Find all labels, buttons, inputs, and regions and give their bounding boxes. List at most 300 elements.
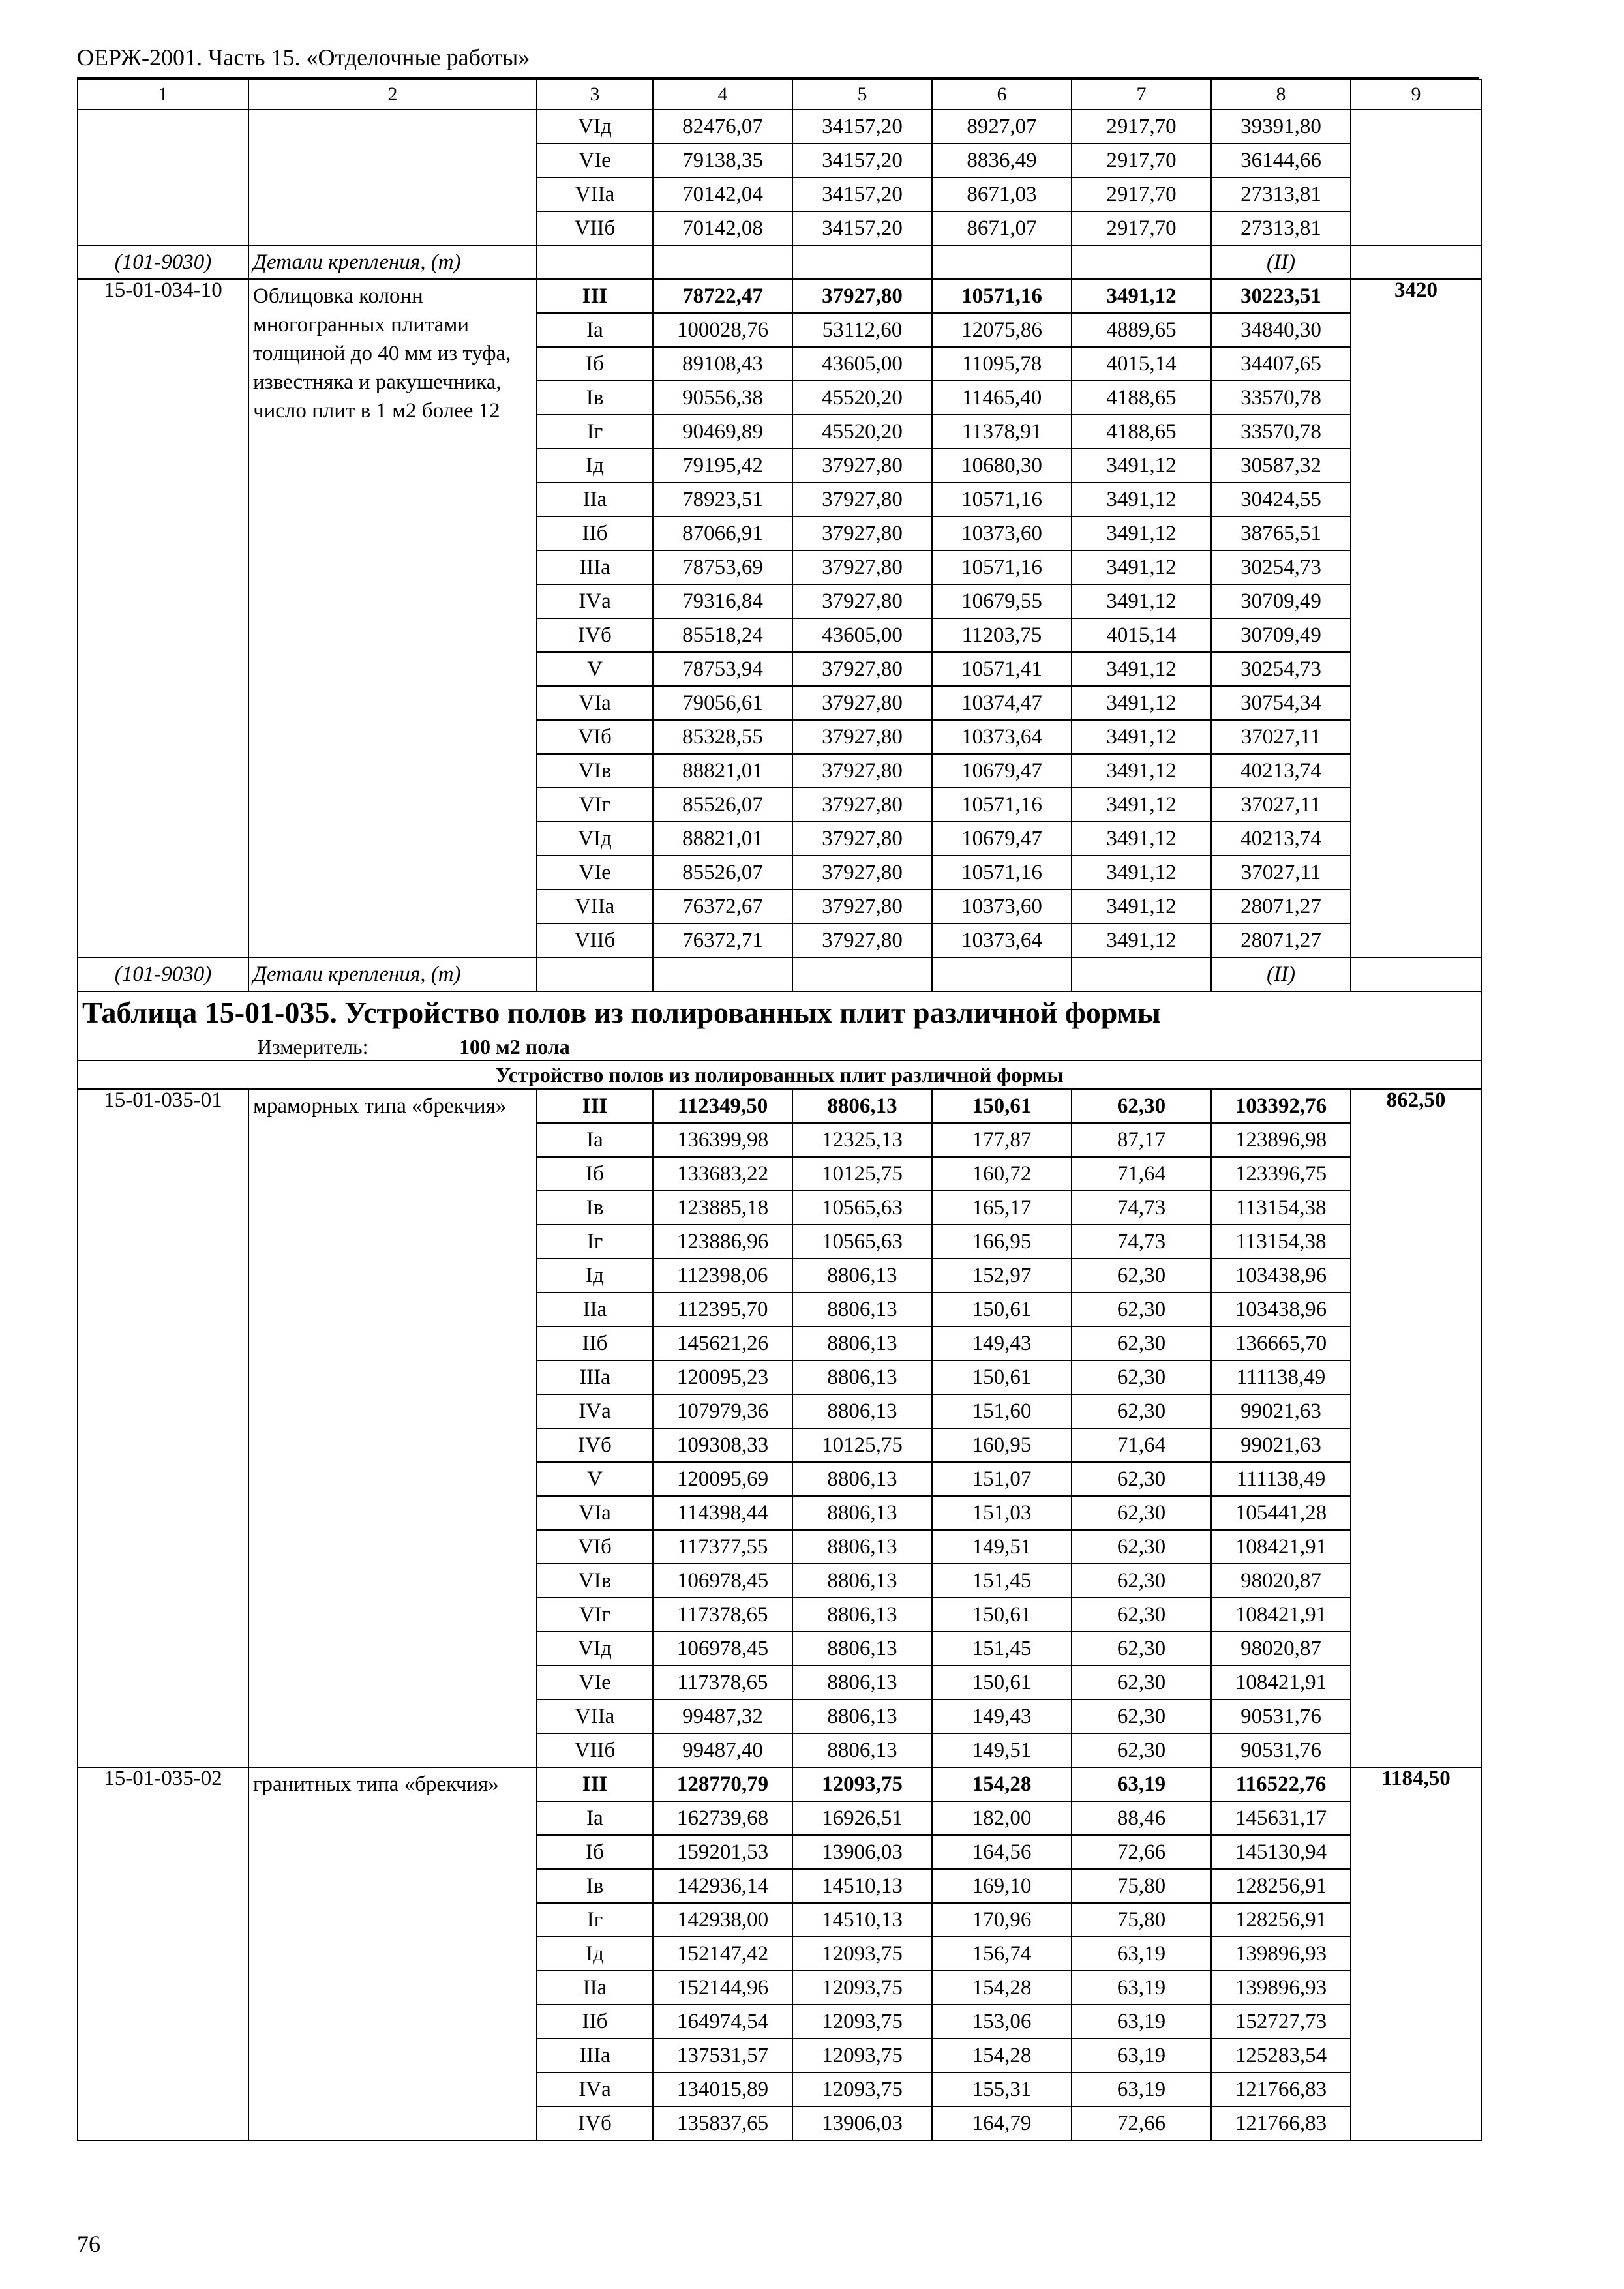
value-cell: 4889,65 bbox=[1072, 313, 1211, 347]
value-cell: 34840,30 bbox=[1211, 313, 1351, 347]
value-cell: 8806,13 bbox=[792, 1293, 932, 1326]
value-cell: 2917,70 bbox=[1072, 177, 1211, 211]
value-cell: 134015,89 bbox=[653, 2072, 792, 2106]
value-cell: 150,61 bbox=[932, 1293, 1072, 1326]
value-cell: 100028,76 bbox=[653, 313, 792, 347]
value-cell: 72,66 bbox=[1072, 1835, 1211, 1869]
value-cell: 4015,14 bbox=[1072, 347, 1211, 381]
value-cell: 112395,70 bbox=[653, 1293, 792, 1326]
value-cell: 37927,80 bbox=[792, 516, 932, 550]
details-code: (101-9030) bbox=[78, 957, 248, 991]
value-cell: 117378,65 bbox=[653, 1666, 792, 1699]
value-cell: 62,30 bbox=[1072, 1530, 1211, 1564]
region-code: VIб bbox=[537, 720, 653, 754]
work-description bbox=[248, 110, 537, 245]
value-cell: 10373,64 bbox=[932, 923, 1072, 957]
region-code: IIб bbox=[537, 2005, 653, 2039]
value-cell: 108421,91 bbox=[1211, 1530, 1351, 1564]
value-cell: 2917,70 bbox=[1072, 211, 1211, 245]
value-cell: 62,30 bbox=[1072, 1326, 1211, 1360]
value-cell: 150,61 bbox=[932, 1666, 1072, 1699]
value-cell: 149,51 bbox=[932, 1733, 1072, 1767]
value-cell: 30223,51 bbox=[1211, 279, 1351, 313]
value-cell: 108421,91 bbox=[1211, 1666, 1351, 1699]
column-number: 9 bbox=[1351, 80, 1481, 110]
value-cell: 120095,69 bbox=[653, 1462, 792, 1496]
value-cell: 34157,20 bbox=[792, 177, 932, 211]
value-cell: 8806,13 bbox=[792, 1598, 932, 1632]
value-cell: 152144,96 bbox=[653, 1971, 792, 2005]
value-cell: 10125,75 bbox=[792, 1428, 932, 1462]
value-cell: 62,30 bbox=[1072, 1293, 1211, 1326]
value-cell: 149,43 bbox=[932, 1699, 1072, 1733]
value-cell: 12325,13 bbox=[792, 1123, 932, 1157]
value-cell: 142936,14 bbox=[653, 1869, 792, 1903]
value-cell: 8671,03 bbox=[932, 177, 1072, 211]
value-cell: 128770,79 bbox=[653, 1767, 792, 1801]
region-code: VIе bbox=[537, 1666, 653, 1699]
value-cell: 30254,73 bbox=[1211, 550, 1351, 584]
region-code: IVа bbox=[537, 584, 653, 618]
value-cell: 151,45 bbox=[932, 1632, 1072, 1666]
value-cell: 30709,49 bbox=[1211, 618, 1351, 652]
region-code: IIа bbox=[537, 1971, 653, 2005]
value-cell: 76372,67 bbox=[653, 890, 792, 923]
value-cell: 10373,60 bbox=[932, 890, 1072, 923]
value-cell: 74,73 bbox=[1072, 1191, 1211, 1225]
value-cell: 151,60 bbox=[932, 1394, 1072, 1428]
region-code: VIд bbox=[537, 1632, 653, 1666]
region-code: VIIа bbox=[537, 890, 653, 923]
value-cell: 89108,43 bbox=[653, 347, 792, 381]
region-code: IVа bbox=[537, 1394, 653, 1428]
value-cell: 2917,70 bbox=[1072, 110, 1211, 143]
norm-value: 1184,50 bbox=[1351, 1767, 1481, 2140]
value-cell: 4188,65 bbox=[1072, 381, 1211, 415]
value-cell: 37027,11 bbox=[1211, 856, 1351, 890]
empty-cell bbox=[653, 957, 792, 991]
value-cell: 8806,13 bbox=[792, 1496, 932, 1530]
value-cell: 170,96 bbox=[932, 1903, 1072, 1937]
value-cell: 2917,70 bbox=[1072, 143, 1211, 177]
value-cell: 8806,13 bbox=[792, 1666, 932, 1699]
value-cell: 145621,26 bbox=[653, 1326, 792, 1360]
value-cell: 136665,70 bbox=[1211, 1326, 1351, 1360]
work-description: Облицовка колонн многогранных плитами толщиной до 40 мм из туфа, известняка и ракушечника, число плит в 1 м2 более 12 bbox=[248, 279, 537, 957]
empty-cell bbox=[1351, 245, 1481, 279]
value-cell: 106978,45 bbox=[653, 1564, 792, 1598]
value-cell: 90469,89 bbox=[653, 415, 792, 449]
value-cell: 62,30 bbox=[1072, 1564, 1211, 1598]
empty-cell bbox=[792, 245, 932, 279]
empty-cell bbox=[1072, 957, 1211, 991]
value-cell: 30424,55 bbox=[1211, 483, 1351, 516]
value-cell: 63,19 bbox=[1072, 2005, 1211, 2039]
value-cell: 4015,14 bbox=[1072, 618, 1211, 652]
value-cell: 34157,20 bbox=[792, 110, 932, 143]
value-cell: 160,72 bbox=[932, 1157, 1072, 1191]
region-code: Iб bbox=[537, 1835, 653, 1869]
value-cell: 121766,83 bbox=[1211, 2106, 1351, 2140]
value-cell: 125283,54 bbox=[1211, 2039, 1351, 2072]
value-cell: 108421,91 bbox=[1211, 1598, 1351, 1632]
value-cell: 37927,80 bbox=[792, 686, 932, 720]
value-cell: 37927,80 bbox=[792, 279, 932, 313]
value-cell: 37927,80 bbox=[792, 890, 932, 923]
value-cell: 116522,76 bbox=[1211, 1767, 1351, 1801]
value-cell: 34407,65 bbox=[1211, 347, 1351, 381]
value-cell: 12093,75 bbox=[792, 1971, 932, 2005]
region-code: Iг bbox=[537, 1903, 653, 1937]
column-number: 5 bbox=[792, 80, 932, 110]
region-code: VIIб bbox=[537, 923, 653, 957]
value-cell: 139896,93 bbox=[1211, 1971, 1351, 2005]
value-cell: 70142,08 bbox=[653, 211, 792, 245]
region-code: VIа bbox=[537, 1496, 653, 1530]
value-cell: 123885,18 bbox=[653, 1191, 792, 1225]
value-cell: 62,30 bbox=[1072, 1598, 1211, 1632]
value-cell: 10373,64 bbox=[932, 720, 1072, 754]
region-code: IIб bbox=[537, 1326, 653, 1360]
value-cell: 71,64 bbox=[1072, 1157, 1211, 1191]
value-cell: 43605,00 bbox=[792, 347, 932, 381]
value-cell: 107979,36 bbox=[653, 1394, 792, 1428]
value-cell: 45520,20 bbox=[792, 415, 932, 449]
value-cell: 8927,07 bbox=[932, 110, 1072, 143]
region-code: IIб bbox=[537, 516, 653, 550]
value-cell: 3491,12 bbox=[1072, 923, 1211, 957]
table-title: Таблица 15-01-035. Устройство полов из полированных плит различной формы bbox=[78, 991, 1481, 1033]
region-code: VIIб bbox=[537, 1733, 653, 1767]
table-row bbox=[78, 279, 1481, 313]
value-cell: 152727,73 bbox=[1211, 2005, 1351, 2039]
table-title-row bbox=[78, 991, 1481, 1033]
value-cell: 103438,96 bbox=[1211, 1293, 1351, 1326]
value-cell: 45520,20 bbox=[792, 381, 932, 415]
value-cell: 8836,49 bbox=[932, 143, 1072, 177]
measure-line bbox=[78, 1033, 1481, 1060]
value-cell: 12093,75 bbox=[792, 2039, 932, 2072]
region-code: VIв bbox=[537, 754, 653, 788]
value-cell: 103438,96 bbox=[1211, 1259, 1351, 1293]
value-cell: 78923,51 bbox=[653, 483, 792, 516]
value-cell: 37927,80 bbox=[792, 822, 932, 856]
value-cell: 37927,80 bbox=[792, 754, 932, 788]
section-title: Устройство полов из полированных плит различной формы bbox=[78, 1060, 1481, 1089]
value-cell: 62,30 bbox=[1072, 1496, 1211, 1530]
value-cell: 133683,22 bbox=[653, 1157, 792, 1191]
value-cell: 10571,16 bbox=[932, 279, 1072, 313]
value-cell: 11095,78 bbox=[932, 347, 1072, 381]
region-code: IVб bbox=[537, 1428, 653, 1462]
region-code: IVб bbox=[537, 2106, 653, 2140]
value-cell: 151,07 bbox=[932, 1462, 1072, 1496]
value-cell: 154,28 bbox=[932, 2039, 1072, 2072]
value-cell: 98020,87 bbox=[1211, 1564, 1351, 1598]
empty-cell bbox=[537, 957, 653, 991]
value-cell: 149,51 bbox=[932, 1530, 1072, 1564]
region-code: VIIа bbox=[537, 177, 653, 211]
value-cell: 112349,50 bbox=[653, 1089, 792, 1123]
section-row bbox=[78, 1060, 1481, 1089]
details-label: Детали крепления, (т) bbox=[248, 245, 537, 279]
table-row bbox=[78, 110, 1481, 143]
value-cell: 128256,91 bbox=[1211, 1903, 1351, 1937]
details-row bbox=[78, 245, 1481, 279]
value-cell: 8806,13 bbox=[792, 1632, 932, 1666]
value-cell: 62,30 bbox=[1072, 1632, 1211, 1666]
value-cell: 3491,12 bbox=[1072, 483, 1211, 516]
page-header: ОЕРЖ-2001. Часть 15. «Отделочные работы» bbox=[77, 38, 1479, 79]
value-cell: 30709,49 bbox=[1211, 584, 1351, 618]
value-cell: 123396,75 bbox=[1211, 1157, 1351, 1191]
value-cell: 79056,61 bbox=[653, 686, 792, 720]
column-number: 1 bbox=[78, 80, 248, 110]
value-cell: 154,28 bbox=[932, 1971, 1072, 2005]
value-cell: 85526,07 bbox=[653, 788, 792, 822]
value-cell: 27313,81 bbox=[1211, 177, 1351, 211]
value-cell: 142938,00 bbox=[653, 1903, 792, 1937]
value-cell: 135837,65 bbox=[653, 2106, 792, 2140]
region-code: VIв bbox=[537, 1564, 653, 1598]
value-cell: 105441,28 bbox=[1211, 1496, 1351, 1530]
value-cell: 3491,12 bbox=[1072, 720, 1211, 754]
value-cell: 8806,13 bbox=[792, 1360, 932, 1394]
region-code: VIб bbox=[537, 1530, 653, 1564]
region-code: Iг bbox=[537, 1225, 653, 1259]
measure-value: 100 м2 пола bbox=[459, 1034, 570, 1058]
value-cell: 3491,12 bbox=[1072, 584, 1211, 618]
empty-cell bbox=[537, 245, 653, 279]
value-cell: 88,46 bbox=[1072, 1801, 1211, 1835]
empty-cell bbox=[932, 957, 1072, 991]
value-cell: 10680,30 bbox=[932, 449, 1072, 483]
value-cell: 16926,51 bbox=[792, 1801, 932, 1835]
value-cell: 4188,65 bbox=[1072, 415, 1211, 449]
value-cell: 3491,12 bbox=[1072, 890, 1211, 923]
value-cell: 62,30 bbox=[1072, 1360, 1211, 1394]
value-cell: 11465,40 bbox=[932, 381, 1072, 415]
norm-value bbox=[1351, 110, 1481, 245]
region-code: V bbox=[537, 652, 653, 686]
value-cell: 63,19 bbox=[1072, 2072, 1211, 2106]
details-row bbox=[78, 957, 1481, 991]
value-cell: 63,19 bbox=[1072, 2039, 1211, 2072]
column-number: 4 bbox=[653, 80, 792, 110]
value-cell: 87066,91 bbox=[653, 516, 792, 550]
value-cell: 78753,94 bbox=[653, 652, 792, 686]
value-cell: 3491,12 bbox=[1072, 856, 1211, 890]
region-code: VIд bbox=[537, 822, 653, 856]
value-cell: 88821,01 bbox=[653, 754, 792, 788]
value-cell: 162739,68 bbox=[653, 1801, 792, 1835]
value-cell: 137531,57 bbox=[653, 2039, 792, 2072]
value-cell: 39391,80 bbox=[1211, 110, 1351, 143]
value-cell: 10571,41 bbox=[932, 652, 1072, 686]
region-code: Iа bbox=[537, 1123, 653, 1157]
value-cell: 62,30 bbox=[1072, 1733, 1211, 1767]
value-cell: 40213,74 bbox=[1211, 754, 1351, 788]
value-cell: 10679,55 bbox=[932, 584, 1072, 618]
region-code: Iв bbox=[537, 381, 653, 415]
region-code: VIа bbox=[537, 686, 653, 720]
value-cell: 37927,80 bbox=[792, 652, 932, 686]
region-code: Iб bbox=[537, 347, 653, 381]
value-cell: 164,79 bbox=[932, 2106, 1072, 2140]
empty-cell bbox=[1072, 245, 1211, 279]
region-code: IVб bbox=[537, 618, 653, 652]
value-cell: 8671,07 bbox=[932, 211, 1072, 245]
value-cell: 166,95 bbox=[932, 1225, 1072, 1259]
value-cell: 3491,12 bbox=[1072, 652, 1211, 686]
value-cell: 145631,17 bbox=[1211, 1801, 1351, 1835]
empty-cell bbox=[653, 245, 792, 279]
region-code: VIIа bbox=[537, 1699, 653, 1733]
value-cell: 8806,13 bbox=[792, 1394, 932, 1428]
value-cell: 11203,75 bbox=[932, 618, 1072, 652]
value-cell: 37027,11 bbox=[1211, 788, 1351, 822]
value-cell: 3491,12 bbox=[1072, 686, 1211, 720]
value-cell: 70142,04 bbox=[653, 177, 792, 211]
column-number: 7 bbox=[1072, 80, 1211, 110]
region-code: VIе bbox=[537, 143, 653, 177]
table-row bbox=[78, 1767, 1481, 1801]
value-cell: 10373,60 bbox=[932, 516, 1072, 550]
value-cell: 28071,27 bbox=[1211, 890, 1351, 923]
value-cell: 8806,13 bbox=[792, 1326, 932, 1360]
value-cell: 71,64 bbox=[1072, 1428, 1211, 1462]
value-cell: 3491,12 bbox=[1072, 449, 1211, 483]
empty-cell bbox=[792, 957, 932, 991]
value-cell: 106978,45 bbox=[653, 1632, 792, 1666]
value-cell: 12075,86 bbox=[932, 313, 1072, 347]
value-cell: 13906,03 bbox=[792, 2106, 932, 2140]
value-cell: 37927,80 bbox=[792, 584, 932, 618]
value-cell: 62,30 bbox=[1072, 1666, 1211, 1699]
value-cell: 14510,13 bbox=[792, 1903, 932, 1937]
value-cell: 128256,91 bbox=[1211, 1869, 1351, 1903]
value-cell: 74,73 bbox=[1072, 1225, 1211, 1259]
value-cell: 28071,27 bbox=[1211, 923, 1351, 957]
value-cell: 12093,75 bbox=[792, 2005, 932, 2039]
value-cell: 90531,76 bbox=[1211, 1733, 1351, 1767]
value-cell: 30587,32 bbox=[1211, 449, 1351, 483]
value-cell: 8806,13 bbox=[792, 1259, 932, 1293]
value-cell: 151,45 bbox=[932, 1564, 1072, 1598]
region-code: VIе bbox=[537, 856, 653, 890]
value-cell: 79138,35 bbox=[653, 143, 792, 177]
empty-cell bbox=[1351, 957, 1481, 991]
value-cell: 63,19 bbox=[1072, 1937, 1211, 1971]
value-cell: 37927,80 bbox=[792, 856, 932, 890]
region-code: Iв bbox=[537, 1869, 653, 1903]
region-code: VIг bbox=[537, 1598, 653, 1632]
value-cell: 53112,60 bbox=[792, 313, 932, 347]
value-cell: 113154,38 bbox=[1211, 1225, 1351, 1259]
value-cell: 117377,55 bbox=[653, 1530, 792, 1564]
value-cell: 90531,76 bbox=[1211, 1699, 1351, 1733]
value-cell: 3491,12 bbox=[1072, 754, 1211, 788]
value-cell: 150,61 bbox=[932, 1598, 1072, 1632]
value-cell: 145130,94 bbox=[1211, 1835, 1351, 1869]
value-cell: 40213,74 bbox=[1211, 822, 1351, 856]
value-cell: 43605,00 bbox=[792, 618, 932, 652]
value-cell: 37927,80 bbox=[792, 449, 932, 483]
region-code: IIа bbox=[537, 1293, 653, 1326]
region-code: Iб bbox=[537, 1157, 653, 1191]
value-cell: 78722,47 bbox=[653, 279, 792, 313]
price-table bbox=[77, 79, 1482, 2141]
value-cell: 36144,66 bbox=[1211, 143, 1351, 177]
value-cell: 10565,63 bbox=[792, 1191, 932, 1225]
value-cell: 99487,40 bbox=[653, 1733, 792, 1767]
region-code: Iа bbox=[537, 1801, 653, 1835]
value-cell: 113154,38 bbox=[1211, 1191, 1351, 1225]
value-cell: 136399,98 bbox=[653, 1123, 792, 1157]
column-number: 8 bbox=[1211, 80, 1351, 110]
value-cell: 79195,42 bbox=[653, 449, 792, 483]
value-cell: 3491,12 bbox=[1072, 788, 1211, 822]
measure-row bbox=[78, 1033, 1481, 1060]
value-cell: 72,66 bbox=[1072, 2106, 1211, 2140]
value-cell: 13906,03 bbox=[792, 1835, 932, 1869]
region-code: Iв bbox=[537, 1191, 653, 1225]
value-cell: 10565,63 bbox=[792, 1225, 932, 1259]
value-cell: 12093,75 bbox=[792, 1937, 932, 1971]
details-label: Детали крепления, (т) bbox=[248, 957, 537, 991]
value-cell: 98020,87 bbox=[1211, 1632, 1351, 1666]
value-cell: 164974,54 bbox=[653, 2005, 792, 2039]
empty-cell bbox=[932, 245, 1072, 279]
value-cell: 11378,91 bbox=[932, 415, 1072, 449]
details-code: (101-9030) bbox=[78, 245, 248, 279]
region-code: VIд bbox=[537, 110, 653, 143]
value-cell: 112398,06 bbox=[653, 1259, 792, 1293]
value-cell: 109308,33 bbox=[653, 1428, 792, 1462]
value-cell: 38765,51 bbox=[1211, 516, 1351, 550]
value-cell: 12093,75 bbox=[792, 1767, 932, 1801]
region-code: IIIа bbox=[537, 1360, 653, 1394]
value-cell: 30754,34 bbox=[1211, 686, 1351, 720]
column-number: 6 bbox=[932, 80, 1072, 110]
value-cell: 152147,42 bbox=[653, 1937, 792, 1971]
value-cell: 10679,47 bbox=[932, 754, 1072, 788]
value-cell: 99487,32 bbox=[653, 1699, 792, 1733]
value-cell: 62,30 bbox=[1072, 1089, 1211, 1123]
value-cell: 34157,20 bbox=[792, 143, 932, 177]
work-description: мраморных типа «брекчия» bbox=[248, 1089, 537, 1767]
value-cell: 37927,80 bbox=[792, 788, 932, 822]
column-number: 2 bbox=[248, 80, 537, 110]
resource-code: 15-01-035-02 bbox=[78, 1767, 248, 2140]
resource-code: 15-01-034-10 bbox=[78, 279, 248, 957]
value-cell: 14510,13 bbox=[792, 1869, 932, 1903]
value-cell: 33570,78 bbox=[1211, 415, 1351, 449]
value-cell: 103392,76 bbox=[1211, 1089, 1351, 1123]
details-value: (II) bbox=[1211, 957, 1351, 991]
value-cell: 75,80 bbox=[1072, 1903, 1211, 1937]
value-cell: 151,03 bbox=[932, 1496, 1072, 1530]
value-cell: 164,56 bbox=[932, 1835, 1072, 1869]
value-cell: 90556,38 bbox=[653, 381, 792, 415]
value-cell: 10374,47 bbox=[932, 686, 1072, 720]
value-cell: 8806,13 bbox=[792, 1462, 932, 1496]
measure-label: Измеритель: bbox=[257, 1034, 368, 1058]
value-cell: 149,43 bbox=[932, 1326, 1072, 1360]
value-cell: 78753,69 bbox=[653, 550, 792, 584]
value-cell: 99021,63 bbox=[1211, 1428, 1351, 1462]
region-code: VIIб bbox=[537, 211, 653, 245]
